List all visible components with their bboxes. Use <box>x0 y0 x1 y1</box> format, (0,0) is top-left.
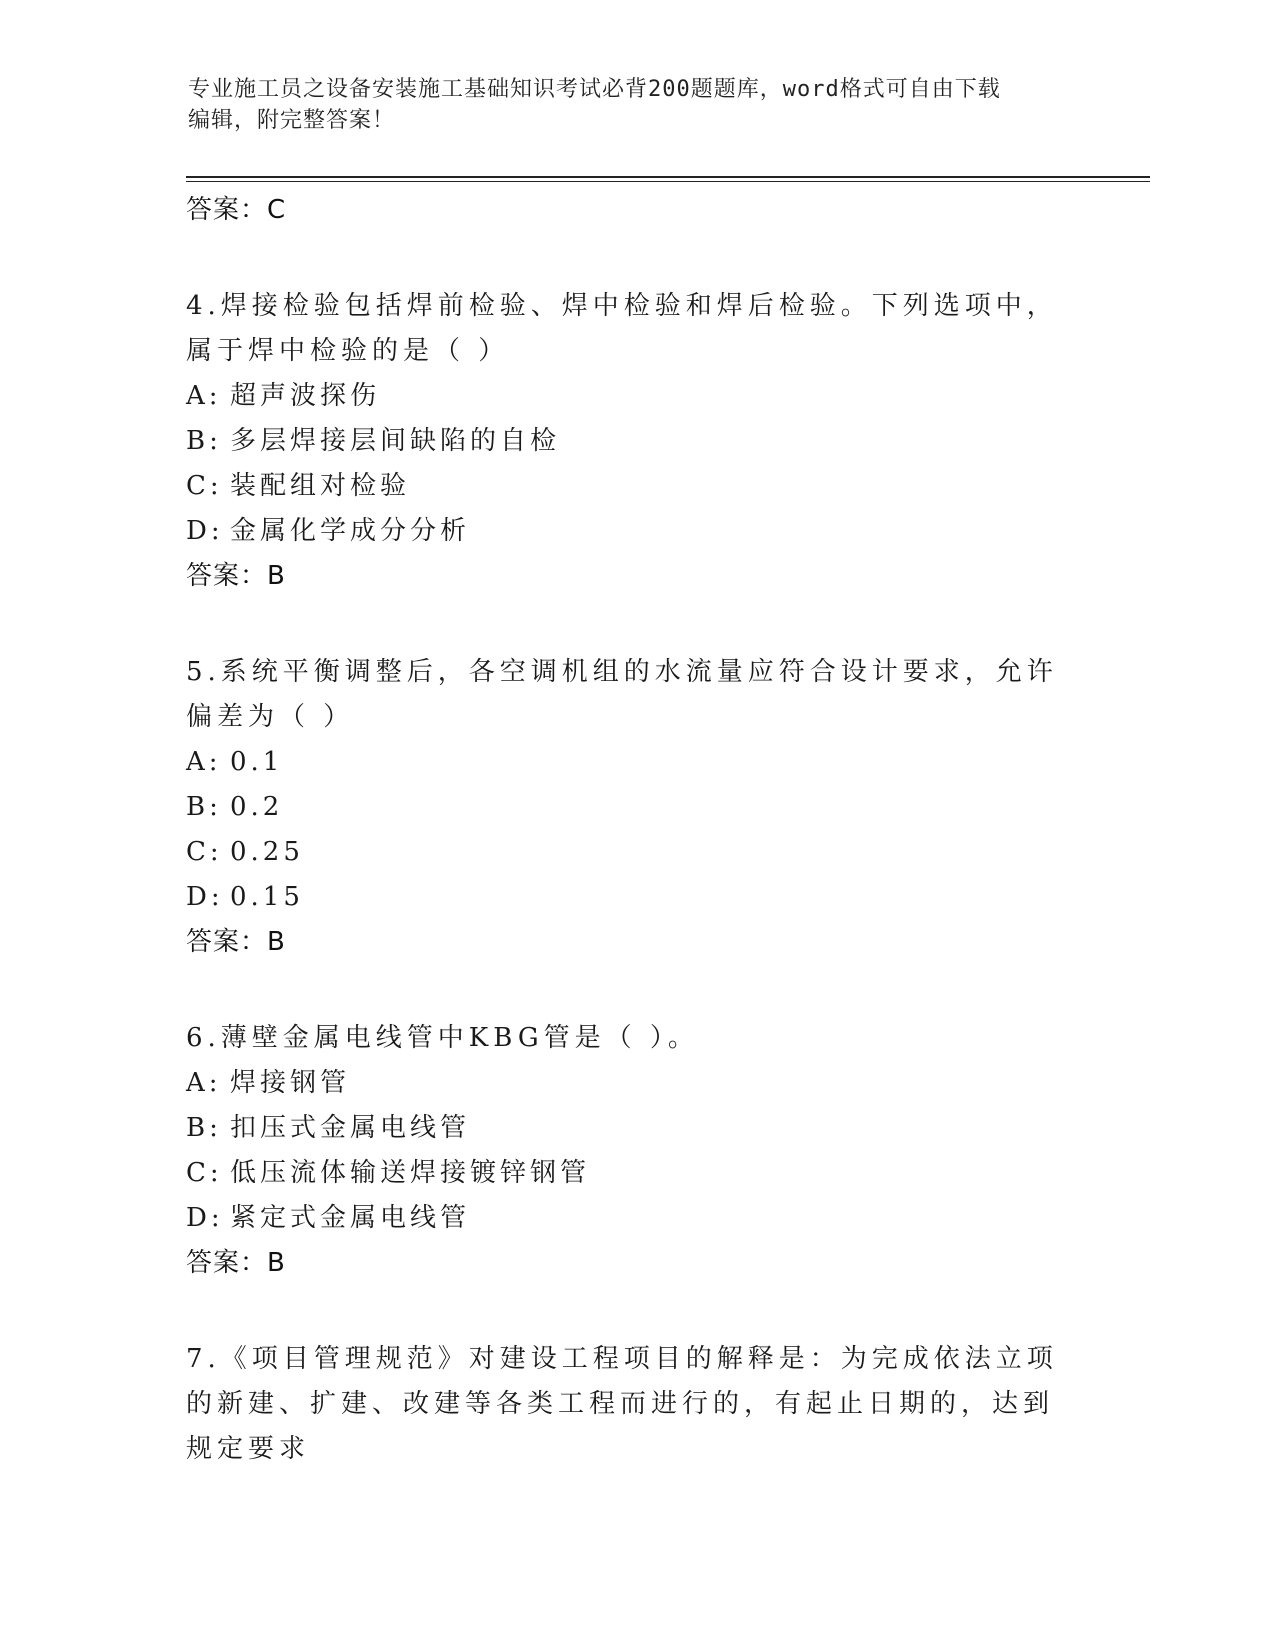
option-letter: B: <box>186 1113 222 1143</box>
option-d <box>186 875 1066 920</box>
option-letter: A: <box>186 1068 222 1098</box>
option-c <box>186 464 1066 509</box>
option-letter: A: <box>186 747 222 777</box>
option-text: 装配组对检验 <box>230 471 411 501</box>
option-b <box>186 419 1066 464</box>
option-c <box>186 1151 1066 1196</box>
question-stem: 5.系统平衡调整后，各空调机组的水流量应符合设计要求，允许偏差为（ ） <box>186 657 1058 732</box>
question-6 <box>186 1016 1066 1285</box>
option-c <box>186 830 1066 875</box>
option-text: 0.15 <box>230 882 304 912</box>
option-text: 多层焊接层间缺陷的自检 <box>230 426 561 456</box>
question-list <box>186 188 1066 1524</box>
option-letter: C: <box>186 1158 223 1188</box>
option-a <box>186 1061 1066 1106</box>
option-a <box>186 374 1066 419</box>
option-list <box>186 740 1066 920</box>
option-letter: B: <box>186 426 222 456</box>
option-a <box>186 740 1066 785</box>
option-text: 低压流体输送焊接镀锌钢管 <box>230 1158 591 1188</box>
option-d <box>186 1196 1066 1241</box>
question-stem: 7.《项目管理规范》对建设工程项目的解释是：为完成依法立项的新建、扩建、改建等各类工程而进行的，有起止日期的，达到规定要求 <box>186 1344 1058 1464</box>
option-text: 焊接钢管 <box>230 1068 351 1098</box>
option-letter: C: <box>186 837 223 867</box>
option-letter: D: <box>186 882 224 912</box>
option-text: 0.1 <box>230 747 284 777</box>
answer-line: 答案：B <box>186 561 286 591</box>
option-letter: D: <box>186 1203 224 1233</box>
question-stem: 6.薄壁金属电线管中KBG管是（ ）。 <box>186 1023 699 1053</box>
header-title-line-1: 专业施工员之设备安装施工基础知识考试必背200题题库，word格式可自由下载 <box>188 77 1001 102</box>
header-divider-thin <box>186 181 1150 182</box>
option-text: 0.2 <box>230 792 284 822</box>
header-divider-thick <box>186 176 1150 178</box>
option-letter: D: <box>186 516 224 546</box>
document-header <box>188 74 1068 136</box>
question-4 <box>186 284 1066 598</box>
option-letter: A: <box>186 381 222 411</box>
question-5 <box>186 650 1066 964</box>
option-text: 金属化学成分分析 <box>230 516 471 546</box>
option-list <box>186 374 1066 554</box>
question-7 <box>186 1337 1066 1472</box>
option-text: 0.25 <box>230 837 304 867</box>
option-text: 扣压式金属电线管 <box>230 1113 471 1143</box>
answer-line: 答案：B <box>186 1248 286 1278</box>
option-b <box>186 1106 1066 1151</box>
option-b <box>186 785 1066 830</box>
header-title-line-2: 编辑，附完整答案！ <box>188 108 396 133</box>
option-list <box>186 1061 1066 1241</box>
option-d <box>186 509 1066 554</box>
previous-answer: 答案：C <box>186 195 287 225</box>
option-text: 紧定式金属电线管 <box>230 1203 471 1233</box>
question-stem: 4.焊接检验包括焊前检验、焊中检验和焊后检验。下列选项中，属于焊中检验的是（ ） <box>186 291 1058 366</box>
answer-line: 答案：B <box>186 927 286 957</box>
option-letter: B: <box>186 792 222 822</box>
option-letter: C: <box>186 471 223 501</box>
option-text: 超声波探伤 <box>230 381 381 411</box>
